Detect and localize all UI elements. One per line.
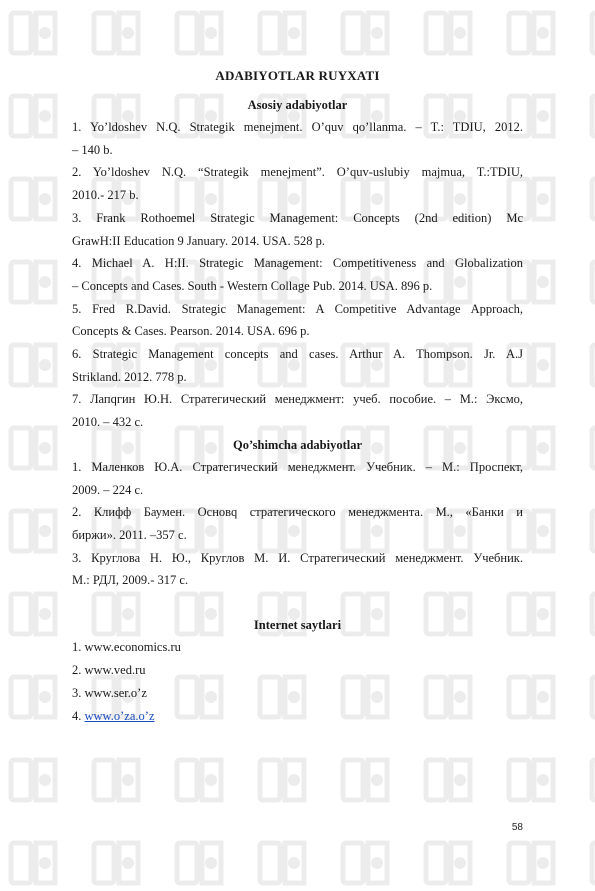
watermark-icon — [174, 10, 224, 56]
watermark-icon — [8, 176, 58, 222]
watermark-icon — [589, 840, 595, 886]
reference-item — [72, 298, 523, 343]
watermark-icon — [340, 840, 390, 886]
page-heading: ADABIYOTLAR RUYXATI — [215, 68, 380, 83]
reference-line: GrawH:II Education 9 January. 2014. USA. 528 p. — [72, 233, 325, 248]
reference-line: 3. Круглова Н. Ю., Круглов М. И. Стратегический менеджмент. Учебник. — [72, 550, 523, 565]
reference-line: 5. Fred R.David. Strategic Management: A Competitive Advantage Approach, — [72, 301, 523, 316]
watermark-icon — [91, 757, 141, 803]
watermark-icon — [589, 591, 595, 637]
watermark-icon — [423, 10, 473, 56]
watermark-icon — [8, 425, 58, 471]
main-literature-title: Asosiy adabiyotlar — [247, 98, 348, 112]
reference-line: 4. Michael A. H:II. Strategic Management: Competitiveness and Globalization — [72, 256, 523, 271]
watermark-icon — [8, 259, 58, 305]
reference-item — [72, 343, 523, 388]
watermark-icon — [589, 176, 595, 222]
reference-line: 2010.- 217 b. — [72, 188, 139, 203]
reference-line: 3. Frank Rothoemel Strategic Management: Concepts (2nd edition) Mc — [72, 210, 523, 225]
watermark-icon — [423, 840, 473, 886]
reference-line: 7. Лапqгин Ю.Н. Стратегический менеджмент: учеб. пособие. – М.: Эксмо, — [72, 392, 523, 407]
reference-item — [72, 207, 523, 252]
content-area — [72, 66, 523, 728]
website-item: 3. www.ser.o’z — [72, 686, 147, 701]
watermark-icon — [589, 757, 595, 803]
watermark-icon — [257, 10, 307, 56]
reference-item — [72, 501, 523, 546]
website-item: 2. www.ved.ru — [72, 663, 146, 678]
reference-item — [72, 116, 523, 161]
watermark-icon — [257, 757, 307, 803]
reference-line: Concepts & Cases. Pearson. 2014. USA. 696 p. — [72, 324, 310, 339]
watermark-icon — [8, 757, 58, 803]
watermark-icon — [174, 840, 224, 886]
reference-item — [72, 456, 523, 501]
section-spacer — [72, 592, 523, 614]
additional-literature-title: Qo’shimcha adabiyotlar — [232, 437, 363, 452]
website-item: 1. www.economics.ru — [72, 640, 181, 655]
reference-line: биржи». 2011. –357 с. — [72, 527, 187, 542]
reference-line: Strikland. 2012. 778 p. — [72, 369, 187, 384]
watermark-icon — [91, 10, 141, 56]
reference-line: 2010. – 432 с. — [72, 415, 144, 430]
watermark-icon — [340, 10, 390, 56]
watermark-icon — [506, 10, 556, 56]
watermark-icon — [8, 10, 58, 56]
watermark-icon — [8, 674, 58, 720]
watermark-icon — [589, 342, 595, 388]
watermark-icon — [8, 93, 58, 139]
watermark-icon — [8, 591, 58, 637]
reference-line: – 140 b. — [72, 142, 113, 157]
watermark-icon — [506, 757, 556, 803]
internet-sites-title: Internet saytlari — [253, 618, 342, 633]
watermark-icon — [589, 259, 595, 305]
reference-line: 2. Yo’ldoshev N.Q. “Strategik menejment”. O’quv-uslubiy majmua, T.:TDIU, — [72, 165, 523, 180]
watermark-icon — [340, 757, 390, 803]
watermark-icon — [589, 10, 595, 56]
reference-item — [72, 547, 523, 592]
watermark-icon — [8, 508, 58, 554]
reference-item — [72, 252, 523, 297]
reference-line: М.: РДЛ, 2009.- 317 с. — [72, 573, 189, 588]
main-literature-list — [72, 116, 523, 434]
watermark-icon — [506, 840, 556, 886]
watermark-icon — [589, 425, 595, 471]
watermark-icon — [8, 840, 58, 886]
watermark-icon — [8, 342, 58, 388]
watermark-icon — [257, 840, 307, 886]
watermark-icon — [423, 757, 473, 803]
reference-item — [72, 161, 523, 206]
website-number: 4. — [72, 709, 85, 724]
reference-line: 2. Клифф Баумен. Основq стратегического менеджмента. М., «Банки и — [72, 505, 523, 520]
page-number: 58 — [511, 822, 523, 833]
additional-literature-list — [72, 456, 523, 592]
website-link[interactable]: www.o’za.o’z — [84, 709, 155, 724]
website-item — [72, 705, 523, 728]
watermark-icon — [589, 508, 595, 554]
reference-line: 1. Маленков Ю.А. Стратегический менеджмент. Учебник. – М.: Проспект, — [72, 459, 523, 474]
watermark-icon — [174, 757, 224, 803]
reference-line: 1. Yo’ldoshev N.Q. Strategik menejment. O’quv qo’llanma. – T.: TDIU, 2012. — [72, 120, 523, 134]
reference-line: 6. Strategic Management concepts and cases. Arthur A. Thompson. Jr. A.J — [72, 347, 523, 362]
reference-item — [72, 388, 523, 433]
watermark-icon — [91, 840, 141, 886]
website-list — [72, 636, 523, 728]
reference-line: – Concepts and Cases. South - Western Collage Pub. 2014. USA. 896 p. — [72, 278, 433, 293]
reference-line: 2009. – 224 с. — [72, 482, 144, 497]
watermark-icon — [589, 93, 595, 139]
watermark-icon — [589, 674, 595, 720]
